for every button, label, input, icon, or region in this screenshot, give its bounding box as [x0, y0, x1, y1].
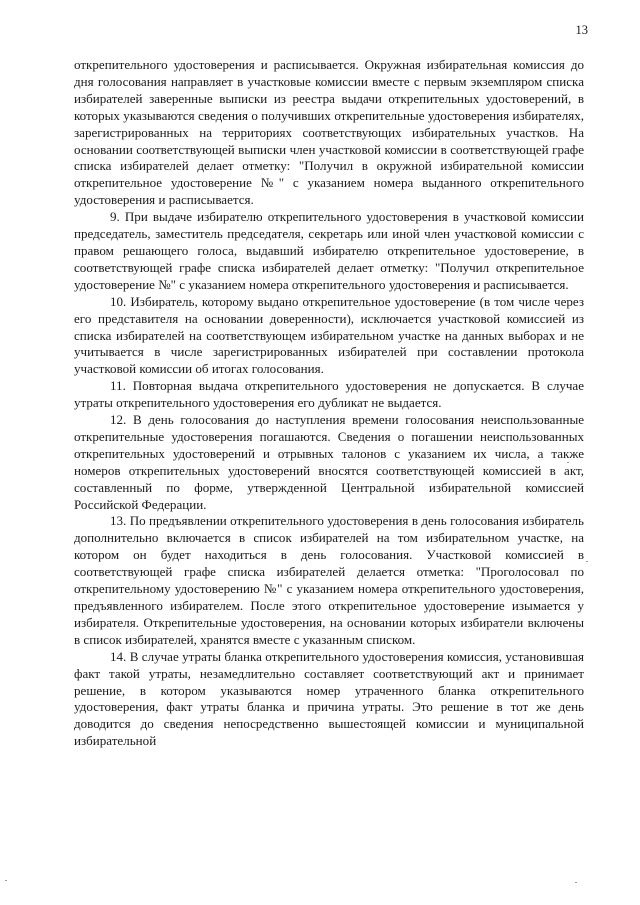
- paragraph-13: 13. По предъявлении открепительного удостоверения в день голосования избиратель дополнительно включается в список избирателей на том избирательном участке, на котором он будет находиться в день голосования. Участковой комиссией в соответствующей графе списка избирателей делается отметка: "Проголосовал по открепительному удостоверению №" с указанием номера открепительного удостоверения, предъявленного избирателем. После этого открепительное удостоверение изымается у избирателя. Открепительные удостоверения, на основании которых избиратели включены в список избирателей, хранятся вместе с указанным списком.: [74, 513, 584, 647]
- paragraph-12: 12. В день голосования до наступления времени голосования неиспользованные открепительные удостоверения погашаются. Сведения о погашении неиспользованных открепительных удостоверений и отрывных талонов с указанием их числа, а также номеров открепительных удостоверений вносятся соответствующей комиссией в акт, составленный по форме, утвержденной Центральной избирательной комиссией Российской Федерации.: [74, 412, 584, 512]
- scan-speck: [567, 462, 569, 463]
- document-body: [74, 57, 584, 750]
- paragraph-10: 10. Избиратель, которому выдано открепительное удостоверение (в том числе через его представителя на основании доверенности), исключается участковой комиссией из списка избирателей на соответствующем избирательном участке на данных выборах и не учитывается в числе зарегистрированных избирателей при составлении протокола участковой комиссии об итогах голосования.: [74, 293, 584, 377]
- paragraph-9: 9. При выдаче избирателю открепительного удостоверения в участковой комиссии председатель, заместитель председателя, секретарь или иной член участковой комиссии с правом решающего голоса, выдавший избирателю открепительное удостоверение, в соответствующей графе списка избирателей делает отметку: "Получил открепительное удостоверение №" с указанием номера открепительного удостоверения и расписывается.: [74, 209, 584, 292]
- paragraph-continuation: открепительного удостоверения и расписывается. Окружная избирательная комиссия до дня голосования направляет в участковые комиссии вместе с первым экземпляром списка избирателей заверенные выписки из реестра выдачи открепительных удостоверений, в которых указываются сведения о получивших открепительные удостоверения избирателях, зарегистрированных на территориях соответствующих избирательных участков. На основании соответствующей выписки член участковой комиссии в соответствующей графе списка избирателей делает отметку: "Получил в окружной избирательной комиссии открепительное удостоверение №" с указанием номера выданного открепительного удостоверения и расписывается.: [74, 57, 584, 208]
- paragraph-11: 11. Повторная выдача открепительного удостоверения не допускается. В случае утраты открепительного удостоверения его дубликат не выдается.: [74, 378, 584, 411]
- scan-speck: [5, 880, 7, 881]
- scan-speck: [575, 882, 577, 883]
- paragraph-14: 14. В случае утраты бланка открепительного удостоверения комиссия, установившая факт такой утраты, незамедлительно составляет соответствующий акт и принимает решение, в котором указываются номер утраченного бланка открепительного удостоверения, факт утраты бланка и причина утраты. Это решение в тот же день доводится до сведения непосредственно вышестоящей комиссии и муниципальной избирательной: [74, 648, 584, 749]
- page-number: 13: [575, 23, 588, 37]
- scan-speck: [586, 561, 588, 562]
